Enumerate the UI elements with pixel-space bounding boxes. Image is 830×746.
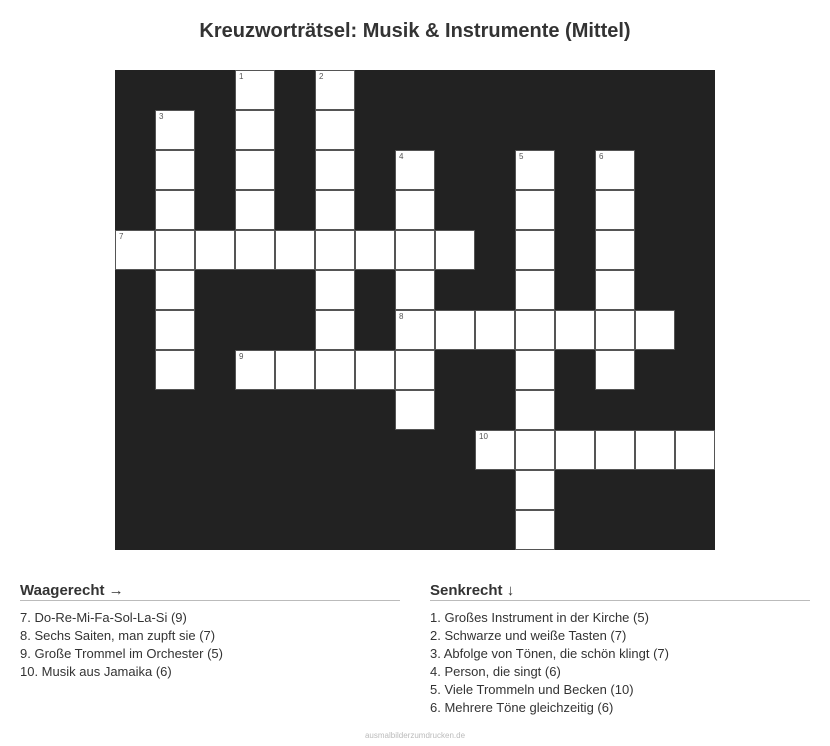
- crossword-grid: [115, 70, 715, 550]
- down-clue-list: [430, 609, 810, 717]
- grid-cell[interactable]: [595, 230, 635, 270]
- grid-cell[interactable]: [235, 110, 275, 150]
- grid-cell[interactable]: [235, 190, 275, 230]
- clue-across-7: 7. Do-Re-Mi-Fa-Sol-La-Si (9): [20, 610, 187, 625]
- grid-cell[interactable]: [275, 230, 315, 270]
- grid-cell[interactable]: [435, 310, 475, 350]
- grid-cell[interactable]: [395, 150, 435, 190]
- clue-number: 8: [399, 312, 404, 321]
- grid-cell[interactable]: [315, 190, 355, 230]
- grid-cell[interactable]: [115, 230, 155, 270]
- clue-down-5: 5. Viele Trommeln und Becken (10): [430, 682, 634, 697]
- grid-cell[interactable]: [155, 190, 195, 230]
- grid-cell[interactable]: [515, 230, 555, 270]
- grid-cell[interactable]: [515, 150, 555, 190]
- clue-number: 5: [519, 152, 524, 161]
- grid-cell[interactable]: [315, 70, 355, 110]
- grid-cell[interactable]: [555, 310, 595, 350]
- clue-number: 7: [119, 232, 124, 241]
- grid-cell[interactable]: [515, 270, 555, 310]
- grid-cell[interactable]: [595, 310, 635, 350]
- clue-across-9: 9. Große Trommel im Orchester (5): [20, 646, 223, 661]
- clue-number: 1: [239, 72, 244, 81]
- grid-cell[interactable]: [635, 310, 675, 350]
- clue-down-6: 6. Mehrere Töne gleichzeitig (6): [430, 700, 614, 715]
- grid-cell[interactable]: [595, 150, 635, 190]
- grid-cell[interactable]: [235, 350, 275, 390]
- grid-cell[interactable]: [275, 350, 315, 390]
- grid-cell[interactable]: [395, 310, 435, 350]
- grid-cell[interactable]: [155, 150, 195, 190]
- clue-down-2: 2. Schwarze und weiße Tasten (7): [430, 628, 627, 643]
- grid-cell[interactable]: [315, 230, 355, 270]
- clues-down: [430, 582, 810, 717]
- grid-cell[interactable]: [235, 150, 275, 190]
- grid-cell[interactable]: [555, 430, 595, 470]
- clue-number: 4: [399, 152, 404, 161]
- grid-cell[interactable]: [235, 230, 275, 270]
- across-clue-list: [20, 609, 400, 681]
- puzzle-title: Kreuzworträtsel: Musik & Instrumente (Mittel): [199, 20, 631, 42]
- grid-cell[interactable]: [675, 430, 715, 470]
- grid-cell[interactable]: [515, 430, 555, 470]
- clue-across-8: 8. Sechs Saiten, man zupft sie (7): [20, 628, 216, 643]
- clue-number: 3: [159, 112, 164, 121]
- grid-cell[interactable]: [515, 390, 555, 430]
- grid-cell[interactable]: [515, 190, 555, 230]
- grid-cell[interactable]: [475, 430, 515, 470]
- grid-cell[interactable]: [595, 430, 635, 470]
- grid-cell[interactable]: [515, 310, 555, 350]
- grid-cell[interactable]: [155, 310, 195, 350]
- grid-cell[interactable]: [315, 310, 355, 350]
- grid-cell[interactable]: [315, 270, 355, 310]
- grid-cell[interactable]: [475, 310, 515, 350]
- grid-cell[interactable]: [355, 230, 395, 270]
- grid-cell[interactable]: [235, 70, 275, 110]
- grid-cell[interactable]: [155, 110, 195, 150]
- grid-cell[interactable]: [395, 190, 435, 230]
- grid-cell[interactable]: [595, 270, 635, 310]
- clue-down-1: 1. Großes Instrument in der Kirche (5): [430, 610, 649, 625]
- grid-cell[interactable]: [515, 510, 555, 550]
- clue-number: 2: [319, 72, 324, 81]
- grid-cell[interactable]: [595, 350, 635, 390]
- grid-cell[interactable]: [395, 270, 435, 310]
- grid-cell[interactable]: [315, 350, 355, 390]
- grid-cell[interactable]: [435, 230, 475, 270]
- grid-cell[interactable]: [195, 230, 235, 270]
- grid-cell[interactable]: [315, 150, 355, 190]
- clue-across-10: 10. Musik aus Jamaika (6): [20, 664, 172, 679]
- across-heading: Waagerecht →: [20, 582, 400, 601]
- down-heading: Senkrecht ↓: [430, 582, 810, 601]
- clue-number: 6: [599, 152, 604, 161]
- footer-credit: ausmalbilderzumdrucken.de: [364, 731, 466, 740]
- clue-number: 10: [479, 432, 488, 441]
- grid-cell[interactable]: [515, 470, 555, 510]
- grid-cell[interactable]: [595, 190, 635, 230]
- grid-cell[interactable]: [395, 390, 435, 430]
- grid-cell[interactable]: [155, 230, 195, 270]
- clue-down-4: 4. Person, die singt (6): [430, 664, 561, 679]
- grid-cell[interactable]: [395, 230, 435, 270]
- clues-across: [20, 582, 400, 681]
- grid-cell[interactable]: [635, 430, 675, 470]
- clue-down-3: 3. Abfolge von Tönen, die schön klingt (7): [430, 646, 669, 661]
- clue-number: 9: [239, 352, 244, 361]
- grid-cell[interactable]: [155, 350, 195, 390]
- grid-cell[interactable]: [315, 110, 355, 150]
- grid-cell[interactable]: [155, 270, 195, 310]
- grid-cell[interactable]: [395, 350, 435, 390]
- grid-cell[interactable]: [515, 350, 555, 390]
- grid-cell[interactable]: [355, 350, 395, 390]
